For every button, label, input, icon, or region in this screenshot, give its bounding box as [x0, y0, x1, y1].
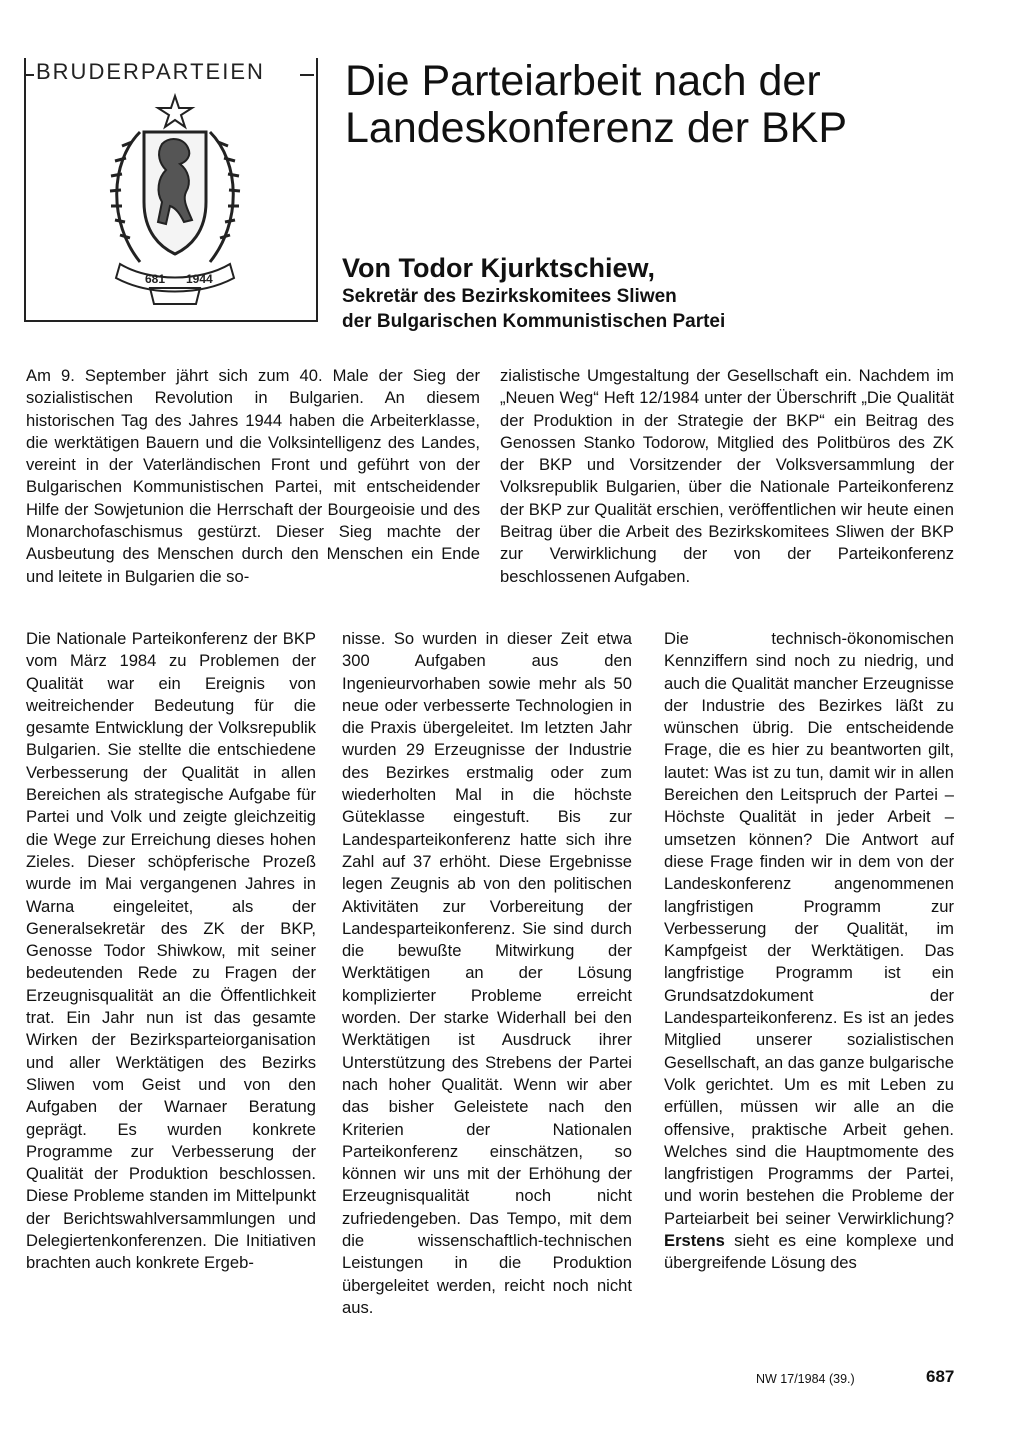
page-number: 687	[926, 1367, 955, 1386]
body-column-3	[664, 628, 954, 1275]
author-name: Von Todor Kjurktschiew,	[342, 253, 656, 283]
intro-paragraph-left: Am 9. September jährt sich zum 40. Male der Sieg der sozialistischen Revolution in Bulgarien. An diesem historischen Tag des Jahres 1944 haben die Arbeiterklasse, die werktätigen Bauern und die Volksintelligenz des Landes, vereint in der Vaterländischen Front und geführt von der Bulgarischen Kommunistischen Partei, mit entscheidender Hilfe der Sowjetunion die Herrschaft der Bourgeoisie und des Monarchofaschismus gestürzt. Dieser Sieg machte der Ausbeutung des Menschen durch den Menschen ein Ende und leitete in Bulgarien die so-	[26, 366, 480, 586]
column-3-lead-word: Erstens	[664, 1231, 725, 1251]
body-column-2: nisse. So wurden in dieser Zeit etwa 300 Aufgaben aus den Ingenieurvorhaben sowie mehr als 50 neue oder verbesserte Technologien in die Praxis übergeleitet. Im letzten Jahr wurden 29 Erzeugnisse der Industrie des Bezirkes erstmalig oder zum wiederholten Mal in die höchste Güteklasse eingestuft. Bis zur Landesparteikonferenz hatte sich ihre Zahl auf 37 erhöht. Diese Ergebnisse legen Zeugnis ab von den politischen Aktivitäten zur Vorbereitung der Landesparteikonferenz. Sie sind durch die bewußte Mitwirkung der Werktätigen an der Lösung komplizierter Probleme erreicht worden. Der starke Widerhall bei den Werktätigen ist Ausdruck ihrer Unterstützung des Strebens der Partei nach hoher Qualität. Wenn wir aber das bisher Geleistete nach den Kriterien der Nationalen Parteikonferenz einschätzen, so können wir uns mit der Erhöhung der Erzeugnisqualität noch nicht zufriedengeben. Das Tempo, mit dem die wissenschaftlich-technischen Leistungen in die Produktion übergeleitet werden, reicht noch nicht aus.	[342, 629, 632, 1317]
body-column-1: Die Nationale Parteikonferenz der BKP vom März 1984 zu Problemen der Qualität war ein Ereignis von weitreichender Bedeutung für die gesamte Entwicklung der Volksrepublik Bulgarien. Sie stellte die entschiedene Verbesserung der Qualität in allen Bereichen als strategische Aufgabe für Partei und Volk und zeigte gleichzeitig die Wege zur Erreichung dieses hohen Zieles. Dieser schöpferische Prozeß wurde im Mai vergangenen Jahres in Warna eingeleitet, als der Generalsekretär des ZK der BKP, Genosse Todor Shiwkow, mit seiner bedeutenden Rede zu Fragen der Erzeugnisqualität an die Öffentlichkeit trat. Ein Jahr nun ist das gesamte Wirken der Bezirksparteiorganisation und aller Werktätigen des Bezirks Sliwen vom Geist und von den Aufgaben der Warnaer Beratung geprägt. Es wurden konkrete Programme zur Verbesserung der Qualität der Produktion beschlossen. Diese Probleme standen im Mittelpunkt der Berichtswahlversammlungen und Delegiertenkonferenzen. Die Initiativen brachten auch konkrete Ergeb-	[26, 629, 316, 1273]
byline	[342, 252, 962, 334]
emblem-year-left: 681	[145, 272, 166, 286]
intro-paragraph-right: zialistische Umgestaltung der Gesellschaft ein. Nachdem im „Neuen Weg“ Heft 12/1984 unter der Überschrift „Die Qualität der Produktion in der Strategie der BKP“ ein Beitrag des Genossen Stanko Todorow, Mitglied des Politbüros des ZK der BKP und Vorsitzender der Volksversammlung der Volksrepublik Bulgarien, über die Nationale Parteikonferenz der BKP zur Qualität erschien, veröffentlichen wir heute einen Beitrag über die Arbeit des Bezirkskomitees Sliwen der BKP zur Verwirklichung der von der Parteikonferenz beschlossenen Aufgaben.	[500, 366, 954, 586]
author-role-line2: der Bulgarischen Kommunistischen Partei	[342, 311, 726, 332]
column-3-text: Die technisch-ökonomischen Kennziffern sind noch zu niedrig, und auch die Qualität mancher Erzeugnisse der Industrie des Bezirkes läßt zu wünschen übrig. Die entscheidende Frage, die es hier zu beantworten gilt, lautet: Was ist zu tun, damit wir in allen Bereichen den Leitspruch der Partei – Höchste Qualität in jeder Arbeit – umsetzen können? Die Antwort auf diese Frage finden wir in dem von der Landeskonferenz angenommenen langfristigen Programm zur Verbesserung der Qualität, im Kampfgeist der Werktätigen. Das langfristige Programm ist ein Grundsatzdokument der Landesparteikonferenz. Es ist an jedes Mitglied unserer sozialistischen Gesellschaft, an das ganze bulgarische Volk gerichtet. Um es mit Leben zu erfüllen, müssen wir alle an die offensive, praktische Arbeit gehen. Welches sind die Hauptmomente des langfristigen Programms der Partei, und worin bestehen die Probleme der Parteiarbeit bei seiner Verwirklichung?	[664, 629, 954, 1228]
author-role-line1: Sekretär des Bezirkskomitees Sliwen	[342, 286, 677, 307]
article-title: Die Parteiarbeit nach der Landeskonferenz der BKP	[345, 57, 847, 152]
section-rubric: BRUDERPARTEIEN	[36, 59, 265, 84]
column-3-tail: sieht es eine komplexe und übergreifende Lösung des	[664, 1231, 954, 1273]
emblem-year-right: 1944	[186, 272, 213, 286]
issue-reference: NW 17/1984 (39.)	[756, 1372, 855, 1386]
bulgarian-emblem-icon	[100, 92, 250, 307]
